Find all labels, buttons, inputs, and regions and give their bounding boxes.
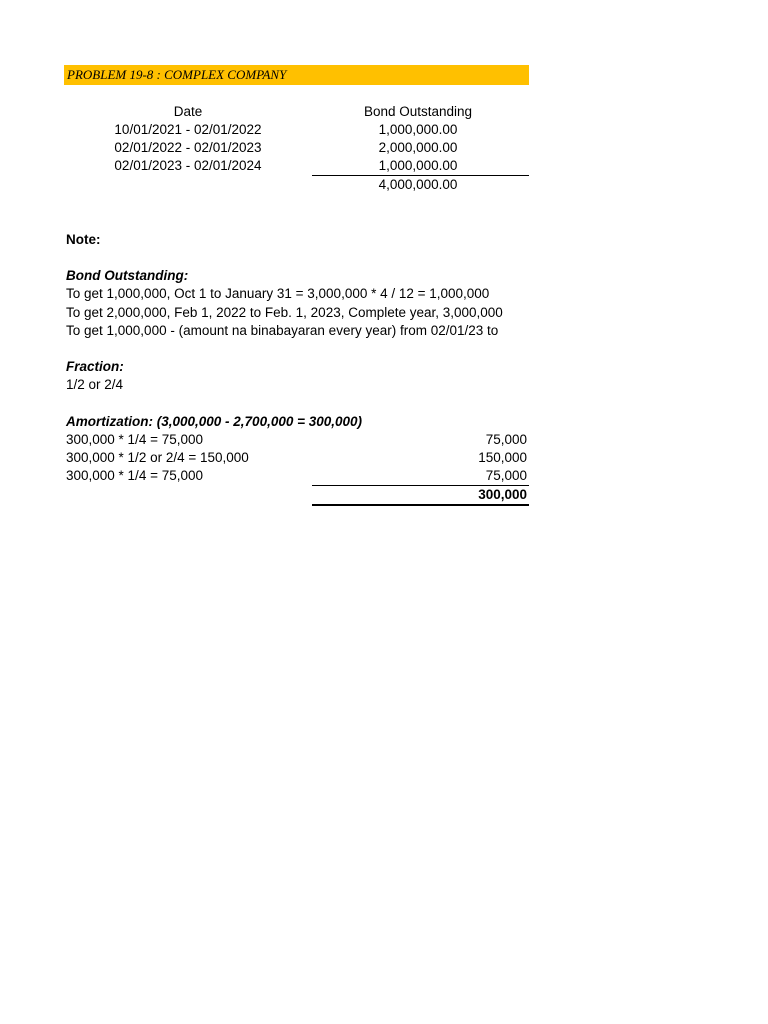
schedule-date-cell: 02/01/2022 - 02/01/2023 — [114, 140, 262, 155]
schedule-total-cell: 4,000,000.00 — [378, 177, 458, 192]
schedule-bond-cell: 1,000,000.00 — [378, 158, 458, 173]
amortization-total: 300,000 — [478, 487, 527, 502]
bond-explanation-line: To get 1,000,000, Oct 1 to January 31 = 3,000,000 * 4 / 12 = 1,000,000 — [66, 286, 490, 301]
bond-explanation-line: To get 1,000,000 - (amount na binabayaran every year) from 02/01/23 to — [66, 323, 499, 338]
amortization-formula: 300,000 * 1/4 = 75,000 — [66, 468, 203, 483]
amortization-double-rule — [312, 504, 529, 506]
amortization-heading: Amortization: (3,000,000 - 2,700,000 = 300,000) — [66, 414, 363, 429]
title-bar — [64, 65, 529, 85]
amortization-amount: 75,000 — [485, 468, 527, 483]
fraction-value: 1/2 or 2/4 — [66, 377, 124, 392]
bond-outstanding-column-header: Bond Outstanding — [363, 104, 473, 119]
schedule-date-cell: 02/01/2023 - 02/01/2024 — [114, 158, 262, 173]
schedule-bond-cell: 2,000,000.00 — [378, 140, 458, 155]
schedule-date-cell: 10/01/2021 - 02/01/2022 — [114, 122, 262, 137]
amortization-amount: 150,000 — [478, 450, 527, 465]
date-column-header: Date — [173, 104, 203, 119]
amortization-formula: 300,000 * 1/4 = 75,000 — [66, 432, 203, 447]
schedule-bond-cell: 1,000,000.00 — [378, 122, 458, 137]
amortization-amount: 75,000 — [485, 432, 527, 447]
fraction-heading: Fraction: — [66, 359, 124, 374]
bond-outstanding-heading: Bond Outstanding: — [66, 268, 189, 283]
page-title: PROBLEM 19-8 : COMPLEX COMPANY — [67, 67, 287, 82]
note-label: Note: — [66, 232, 101, 247]
amortization-formula: 300,000 * 1/2 or 2/4 = 150,000 — [66, 450, 249, 465]
bond-explanation-line: To get 2,000,000, Feb 1, 2022 to Feb. 1, 2023, Complete year, 3,000,000 — [66, 305, 503, 320]
